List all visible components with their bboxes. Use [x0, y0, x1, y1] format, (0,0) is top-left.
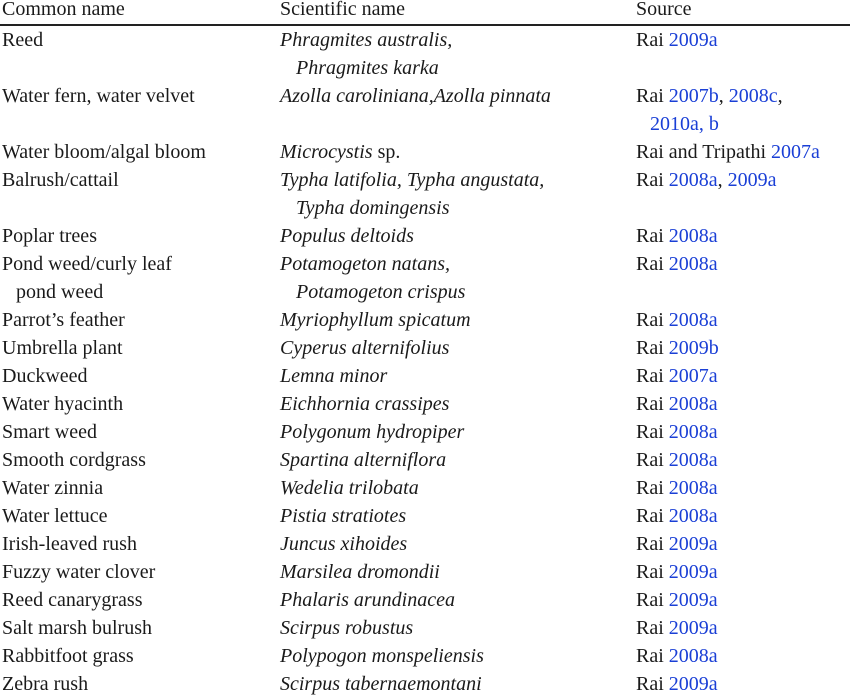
scientific-name: Lemna minor — [280, 365, 388, 387]
source-author: Rai — [636, 645, 669, 667]
source-cell — [636, 250, 850, 306]
common-name-cell — [0, 530, 280, 558]
source-line — [636, 446, 850, 474]
scientific-name: Phragmites karka — [296, 57, 439, 79]
scientific-name — [280, 138, 636, 166]
source-cell — [636, 306, 850, 334]
table-row — [0, 558, 850, 586]
source-author: Rai and Tripathi — [636, 141, 772, 163]
citation-link[interactable]: 2007b — [668, 85, 719, 107]
scientific-name: Phalaris arundinacea — [280, 589, 455, 611]
scientific-name: Marsilea dromondii — [280, 561, 440, 583]
common-name: Umbrella plant — [2, 337, 123, 359]
citation-link[interactable]: 2008a — [668, 645, 718, 667]
citation-link[interactable]: 2008a — [668, 421, 718, 443]
source-cell — [636, 334, 850, 362]
source-line — [636, 306, 850, 334]
scientific-name-cell — [280, 250, 636, 306]
scientific-name: Phragmites australis, — [280, 29, 453, 51]
table-row — [0, 166, 850, 222]
table-row — [0, 362, 850, 390]
common-name: Pond weed/curly leaf — [2, 253, 172, 275]
source-line — [636, 642, 850, 670]
common-name-cell — [0, 670, 280, 698]
source-line — [636, 586, 850, 614]
common-name: Water lettuce — [2, 505, 108, 527]
source-cell — [636, 362, 850, 390]
source-line — [636, 614, 850, 642]
scientific-name: Potamogeton natans, — [280, 253, 450, 275]
common-name-cell — [0, 390, 280, 418]
table-row — [0, 250, 850, 306]
source-line — [636, 334, 850, 362]
source-author: Rai — [636, 225, 669, 247]
source-author: Rai — [636, 449, 669, 471]
citation-link[interactable]: 2008a — [668, 169, 718, 191]
common-name: Smart weed — [2, 421, 97, 443]
common-name-cell — [0, 26, 280, 82]
source-cell — [636, 222, 850, 250]
scientific-name-cell — [280, 558, 636, 586]
scientific-name: Myriophyllum spicatum — [280, 309, 471, 331]
source-line — [636, 110, 850, 138]
scientific-name: Spartina alterniflora — [280, 449, 447, 471]
common-name-cell — [0, 474, 280, 502]
scientific-name: Eichhornia crassipes — [280, 393, 450, 415]
source-cell — [636, 26, 850, 82]
source-author: Rai — [636, 477, 669, 499]
table-row — [0, 222, 850, 250]
common-name-cell — [0, 166, 280, 222]
table-row — [0, 642, 850, 670]
scientific-name-cell — [280, 138, 636, 166]
common-name: Duckweed — [2, 365, 88, 387]
source-author: Rai — [636, 393, 669, 415]
table-row — [0, 586, 850, 614]
common-name: pond weed — [16, 281, 104, 303]
source-author: Rai — [636, 561, 669, 583]
common-name-cell — [0, 222, 280, 250]
source-author: Rai — [636, 617, 669, 639]
source-line — [636, 166, 850, 194]
table-row — [0, 334, 850, 362]
common-name: Zebra rush — [2, 673, 89, 695]
citation-link[interactable]: 2007a — [668, 365, 718, 387]
table-row — [0, 474, 850, 502]
scientific-name-cell — [280, 166, 636, 222]
table-row — [0, 82, 850, 138]
source-author: Rai — [636, 309, 669, 331]
table-row — [0, 138, 850, 166]
source-cell — [636, 614, 850, 642]
source-line — [636, 474, 850, 502]
common-name-cell — [0, 418, 280, 446]
source-author: Rai — [636, 253, 669, 275]
table-row — [0, 530, 850, 558]
scientific-name-cell — [280, 26, 636, 82]
table-header — [0, 0, 850, 26]
common-name-cell — [0, 250, 280, 306]
citation-link[interactable]: 2010a, b — [650, 113, 719, 135]
citation-link[interactable]: 2008c — [728, 85, 778, 107]
citation-link[interactable]: 2009a — [668, 533, 718, 555]
common-name: Water hyacinth — [2, 393, 124, 415]
scientific-name-cell — [280, 502, 636, 530]
scientific-name: Cyperus alternifolius — [280, 337, 450, 359]
common-name-cell — [0, 138, 280, 166]
source-line — [636, 502, 850, 530]
header-scientific-name: Scientific name — [280, 0, 405, 20]
common-name-cell — [0, 334, 280, 362]
common-name-cell — [0, 446, 280, 474]
citation-link[interactable]: 2009b — [668, 337, 719, 359]
source-author: Rai — [636, 533, 669, 555]
source-author: Rai — [636, 421, 669, 443]
source-line — [636, 26, 850, 54]
table-row — [0, 670, 850, 698]
source-author: Rai — [636, 589, 669, 611]
source-cell — [636, 138, 850, 166]
source-author: Rai — [636, 505, 669, 527]
table-row — [0, 26, 850, 82]
source-cell — [636, 474, 850, 502]
source-line — [636, 362, 850, 390]
source-separator: , — [777, 85, 783, 107]
common-name: Parrot’s feather — [2, 309, 125, 331]
scientific-name: Scirpus robustus — [280, 617, 414, 639]
source-cell — [636, 166, 850, 222]
source-separator: , — [717, 169, 728, 191]
table-body — [0, 26, 850, 698]
scientific-name-cell — [280, 306, 636, 334]
table-row — [0, 390, 850, 418]
scientific-name-cell — [280, 642, 636, 670]
source-cell — [636, 82, 850, 138]
source-line — [636, 222, 850, 250]
source-cell — [636, 446, 850, 474]
source-author: Rai — [636, 169, 669, 191]
common-name: Poplar trees — [2, 225, 97, 247]
source-author: Rai — [636, 29, 669, 51]
scientific-name-cell — [280, 446, 636, 474]
common-name: Rabbitfoot grass — [2, 645, 134, 667]
citation-link[interactable]: 2008a — [668, 253, 718, 275]
scientific-name: Azolla caroliniana,Azolla pinnata — [280, 85, 551, 107]
scientific-name-cell — [280, 614, 636, 642]
source-author: Rai — [636, 85, 669, 107]
common-name: Smooth cordgrass — [2, 449, 146, 471]
common-name-cell — [0, 306, 280, 334]
source-cell — [636, 642, 850, 670]
citation-link[interactable]: 2009a — [668, 617, 718, 639]
table-row — [0, 614, 850, 642]
scientific-name-cell — [280, 82, 636, 138]
scientific-name: Potamogeton crispus — [296, 281, 466, 303]
common-name: Irish-leaved rush — [2, 533, 137, 555]
scientific-name: Polygonum hydropiper — [280, 421, 465, 443]
common-name: Reed — [2, 29, 44, 51]
scientific-name: Scirpus tabernaemontani — [280, 673, 482, 695]
source-cell — [636, 502, 850, 530]
common-name: Reed canarygrass — [2, 589, 143, 611]
scientific-name-cell — [280, 474, 636, 502]
scientific-name-cell — [280, 222, 636, 250]
scientific-name: Juncus xihoides — [280, 533, 408, 555]
source-line — [636, 530, 850, 558]
citation-link[interactable]: 2009a — [668, 29, 718, 51]
scientific-name-cell — [280, 670, 636, 698]
table-row — [0, 306, 850, 334]
source-line — [636, 558, 850, 586]
header-common-name: Common name — [2, 0, 125, 20]
table-row — [0, 446, 850, 474]
source-line — [636, 138, 850, 166]
common-name-cell — [0, 82, 280, 138]
common-name: Water fern, water velvet — [2, 85, 195, 107]
source-author: Rai — [636, 673, 669, 695]
citation-link[interactable]: 2008a — [668, 505, 718, 527]
common-name: Water bloom/algal bloom — [2, 141, 206, 163]
header-source: Source — [636, 0, 692, 20]
source-cell — [636, 390, 850, 418]
scientific-genus: Microcystis — [280, 141, 373, 163]
source-author: Rai — [636, 365, 669, 387]
common-name-cell — [0, 502, 280, 530]
scientific-name: Typha latifolia, Typha angustata, — [280, 169, 545, 191]
source-cell — [636, 670, 850, 698]
source-cell — [636, 558, 850, 586]
source-cell — [636, 530, 850, 558]
source-line — [636, 82, 850, 110]
common-name-cell — [0, 642, 280, 670]
citation-link[interactable]: 2008a — [668, 449, 718, 471]
common-name: Salt marsh bulrush — [2, 617, 152, 639]
citation-link[interactable]: 2008a — [668, 393, 718, 415]
scientific-name-cell — [280, 334, 636, 362]
table-row — [0, 418, 850, 446]
common-name-cell — [0, 558, 280, 586]
scientific-name-cell — [280, 390, 636, 418]
scientific-name: Typha domingensis — [296, 197, 450, 219]
citation-link[interactable]: 2009a — [668, 589, 718, 611]
scientific-name: Polypogon monspeliensis — [280, 645, 484, 667]
common-name: Water zinnia — [2, 477, 104, 499]
citation-link[interactable]: 2008a — [668, 477, 718, 499]
common-name-cell — [0, 614, 280, 642]
source-separator: , — [718, 85, 729, 107]
source-line — [636, 670, 850, 698]
citation-link[interactable]: 2007a — [771, 141, 820, 163]
source-line — [636, 390, 850, 418]
scientific-name-cell — [280, 530, 636, 558]
source-line — [636, 250, 850, 278]
citation-link[interactable]: 2008a — [668, 309, 718, 331]
source-line — [636, 418, 850, 446]
scientific-suffix: sp. — [372, 141, 401, 163]
source-cell — [636, 418, 850, 446]
citation-link[interactable]: 2009a — [668, 561, 718, 583]
citation-link[interactable]: 2009a — [727, 169, 777, 191]
common-name: Balrush/cattail — [2, 169, 119, 191]
scientific-name-cell — [280, 586, 636, 614]
scientific-name-cell — [280, 418, 636, 446]
scientific-name: Wedelia trilobata — [280, 477, 419, 499]
common-name-cell — [0, 586, 280, 614]
common-name: Fuzzy water clover — [2, 561, 156, 583]
common-name-cell — [0, 362, 280, 390]
scientific-name: Pistia stratiotes — [280, 505, 407, 527]
scientific-name: Populus deltoids — [280, 225, 414, 247]
scientific-name-cell — [280, 362, 636, 390]
table-row — [0, 502, 850, 530]
source-cell — [636, 586, 850, 614]
citation-link[interactable]: 2009a — [668, 673, 718, 695]
source-author: Rai — [636, 337, 669, 359]
citation-link[interactable]: 2008a — [668, 225, 718, 247]
